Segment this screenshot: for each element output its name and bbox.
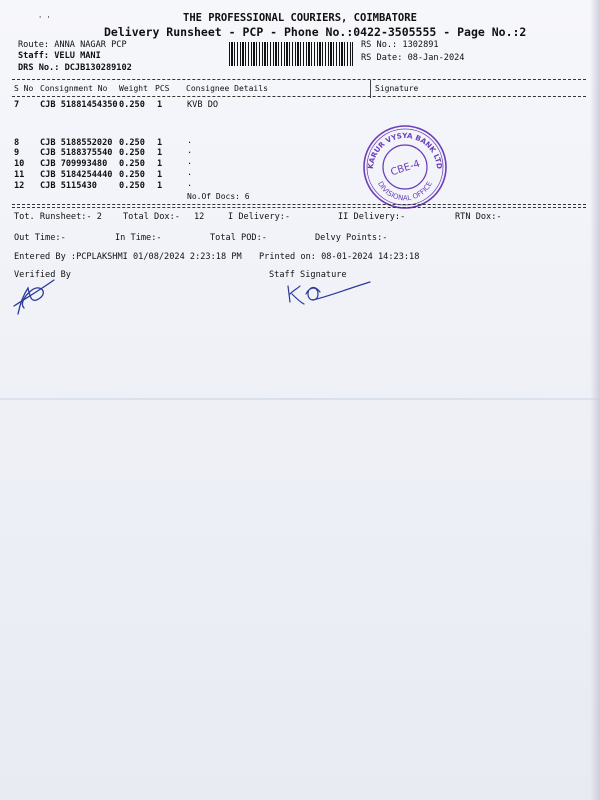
row-sno: 8 bbox=[14, 138, 20, 148]
table-bottom-rule-2 bbox=[12, 207, 586, 208]
header-consignee: Consignee Details bbox=[186, 84, 268, 93]
row-consignee: . bbox=[187, 146, 193, 156]
tot-runsheet: Tot. Runsheet:- 2 bbox=[14, 212, 102, 222]
ii-delivery: II Delivery:- bbox=[338, 212, 406, 222]
header-pcs: PCS bbox=[155, 84, 170, 93]
row-pcs: 1 bbox=[157, 159, 163, 169]
company-title: THE PROFESSIONAL COURIERS, COIMBATORE bbox=[183, 12, 417, 24]
stamp-center: CBE-4 bbox=[389, 158, 422, 179]
row-consignment: CJB 5188375540 bbox=[40, 148, 113, 158]
rs-number: RS No.: 1302891 bbox=[361, 40, 439, 50]
row-weight: 0.250 bbox=[119, 170, 145, 180]
verified-by-label: Verified By bbox=[14, 270, 71, 280]
header-signature: Signature bbox=[375, 84, 419, 93]
row-weight: 0.250 bbox=[119, 159, 145, 169]
row-consignee: . bbox=[187, 136, 193, 146]
row-weight: 0.250 bbox=[119, 181, 145, 191]
delvy-points: Delvy Points:- bbox=[315, 233, 388, 243]
row-sno: 12 bbox=[14, 181, 25, 191]
printed-on: Printed on: 08-01-2024 14:23:18 bbox=[259, 252, 420, 262]
row-consignee: KVB DO bbox=[187, 100, 219, 110]
row-pcs: 1 bbox=[157, 181, 163, 191]
total-dox-value: 12 bbox=[194, 212, 205, 222]
row-weight: 0.250 bbox=[119, 148, 145, 158]
row-weight: 0.250 bbox=[119, 138, 145, 148]
row-consignment: CJB 5184254440 bbox=[40, 170, 113, 180]
row-sno: 7 bbox=[14, 100, 20, 110]
header-bottom-rule bbox=[12, 96, 586, 97]
total-pod: Total POD:- bbox=[210, 233, 267, 243]
entered-by: Entered By :PCPLAKSHMI 01/08/2024 2:23:18 PM bbox=[14, 252, 242, 262]
table-top-rule bbox=[12, 79, 586, 80]
print-mark: ' ' bbox=[38, 15, 51, 23]
in-time: In Time:- bbox=[115, 233, 162, 243]
row-consignee: . bbox=[187, 168, 193, 178]
row-pcs: 1 bbox=[157, 148, 163, 158]
runsheet-subtitle: Delivery Runsheet - PCP - Phone No.:0422-3505555 - Page No.:2 bbox=[104, 25, 527, 39]
bank-stamp bbox=[362, 124, 448, 210]
row-sno: 10 bbox=[14, 159, 25, 169]
barcode bbox=[229, 42, 353, 66]
row-consignment: CJB 5115430 bbox=[40, 181, 97, 191]
drs-number: DRS No.: DCJB130289102 bbox=[18, 63, 132, 73]
table-bottom-rule bbox=[12, 204, 586, 205]
header-sno: S No bbox=[14, 84, 34, 93]
route-label: Route: ANNA NAGAR PCP bbox=[18, 40, 127, 50]
header-weight: Weight bbox=[119, 84, 148, 93]
rtn-dox: RTN Dox:- bbox=[455, 212, 502, 222]
row-weight: 0.250 bbox=[119, 100, 145, 110]
row-consignment: CJB 51881454350 bbox=[40, 100, 118, 110]
row-pcs: 1 bbox=[157, 170, 163, 180]
row-pcs: 1 bbox=[157, 100, 163, 110]
row-consignment: CJB 5188552020 bbox=[40, 138, 113, 148]
i-delivery: I Delivery:- bbox=[228, 212, 291, 222]
staff-label: Staff: VELU MANI bbox=[18, 51, 101, 61]
row-pcs: 1 bbox=[157, 138, 163, 148]
paper-edge bbox=[590, 0, 600, 800]
out-time: Out Time:- bbox=[14, 233, 66, 243]
row-sno: 9 bbox=[14, 148, 20, 158]
row-sno: 11 bbox=[14, 170, 25, 180]
row-consignee: . bbox=[187, 157, 193, 167]
total-dox-label: Total Dox:- bbox=[123, 212, 180, 222]
no-of-docs: No.Of Docs: 6 bbox=[187, 192, 250, 201]
staff-signature bbox=[284, 280, 374, 306]
svg-text:KARUR VYSYA BANK LTD: KARUR VYSYA BANK LTD bbox=[365, 130, 445, 170]
header-consignment: Consignment No bbox=[40, 84, 108, 93]
svg-text:DIVISIONAL OFFICE: DIVISIONAL OFFICE bbox=[376, 180, 434, 203]
staff-signature-label: Staff Signature bbox=[269, 270, 347, 280]
verified-by-signature bbox=[10, 276, 60, 318]
row-consignment: CJB 709993480 bbox=[40, 159, 108, 169]
row-consignee: . bbox=[187, 179, 193, 189]
paper-fold bbox=[0, 398, 600, 400]
rs-date: RS Date: 08-Jan-2024 bbox=[361, 53, 465, 63]
